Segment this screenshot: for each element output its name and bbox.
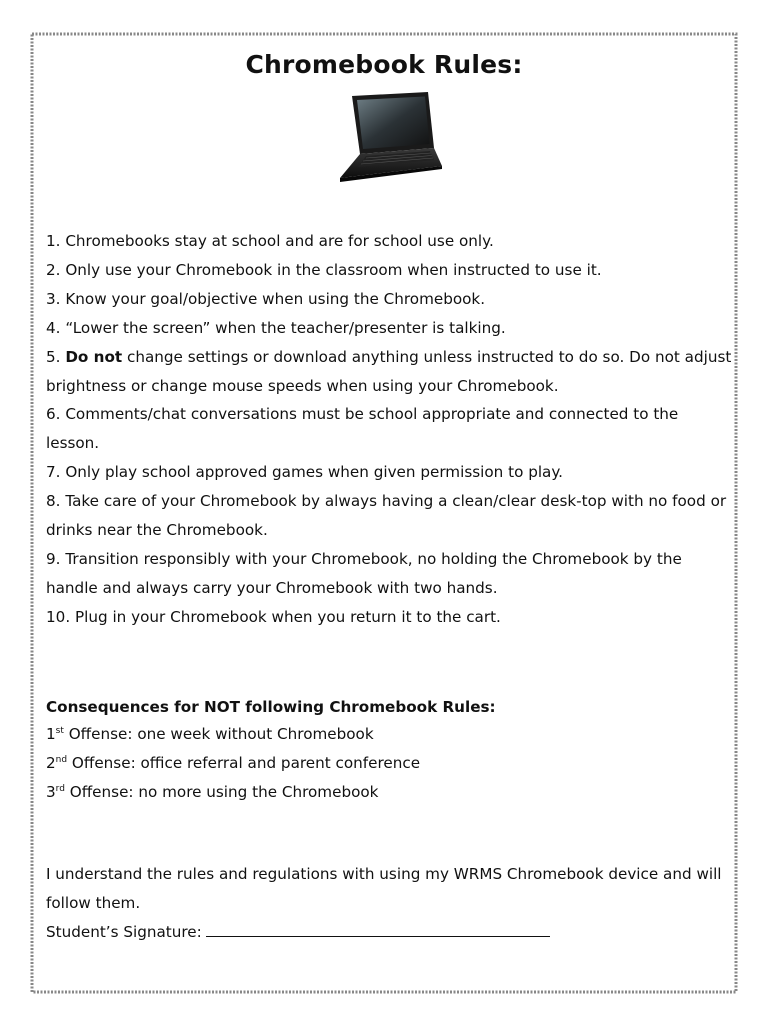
page-title: Chromebook Rules:: [245, 50, 523, 79]
rule-item: 8. Take care of your Chromebook by always having a clean/clear desk-top with no food or drinks near the Chromebook.: [46, 492, 727, 540]
rule-item: 4. “Lower the screen” when the teacher/presenter is talking.: [46, 318, 506, 337]
signature-line: [46, 918, 550, 947]
rule-item: 10. Plug in your Chromebook when you return it to the cart.: [46, 607, 501, 626]
rule-emphasis: Do not: [65, 347, 123, 366]
offense-item: 1st Offense: one week without Chromebook: [46, 725, 374, 743]
offense-item: 3rd Offense: no more using the Chromebook: [46, 783, 379, 801]
rule-item: 7. Only play school approved games when given permission to play.: [46, 463, 564, 482]
rule-item: 2. Only use your Chromebook in the classroom when instructed to use it.: [46, 260, 602, 279]
acknowledgement-text: I understand the rules and regulations with using my WRMS Chromebook device and will follow them.: [46, 865, 722, 912]
offense-item: 2nd Offense: office referral and parent conference: [46, 754, 421, 772]
rule-item: 3. Know your goal/objective when using the Chromebook.: [46, 289, 486, 308]
offenses-list: [46, 720, 420, 807]
rule-item: 6. Comments/chat conversations must be school appropriate and connected to the lesson.: [46, 405, 679, 453]
consequences-heading: Consequences for NOT following Chromebook Rules:: [46, 698, 496, 716]
laptop-icon: [330, 90, 444, 186]
rule-item: 1. Chromebooks stay at school and are for school use only.: [46, 232, 494, 250]
rule-item: 9. Transition responsibly with your Chromebook, no holding the Chromebook by the handle and always carry your Chromebook with two hands.: [46, 549, 682, 597]
rule-item: 5. Do not change settings or download anything unless instructed to do so. Do not adjust brightness or change mouse speeds when using your Chromebook.: [46, 347, 732, 395]
signature-field[interactable]: [206, 922, 550, 937]
rules-list: [46, 227, 736, 632]
signature-label: Student’s Signature:: [46, 923, 202, 941]
